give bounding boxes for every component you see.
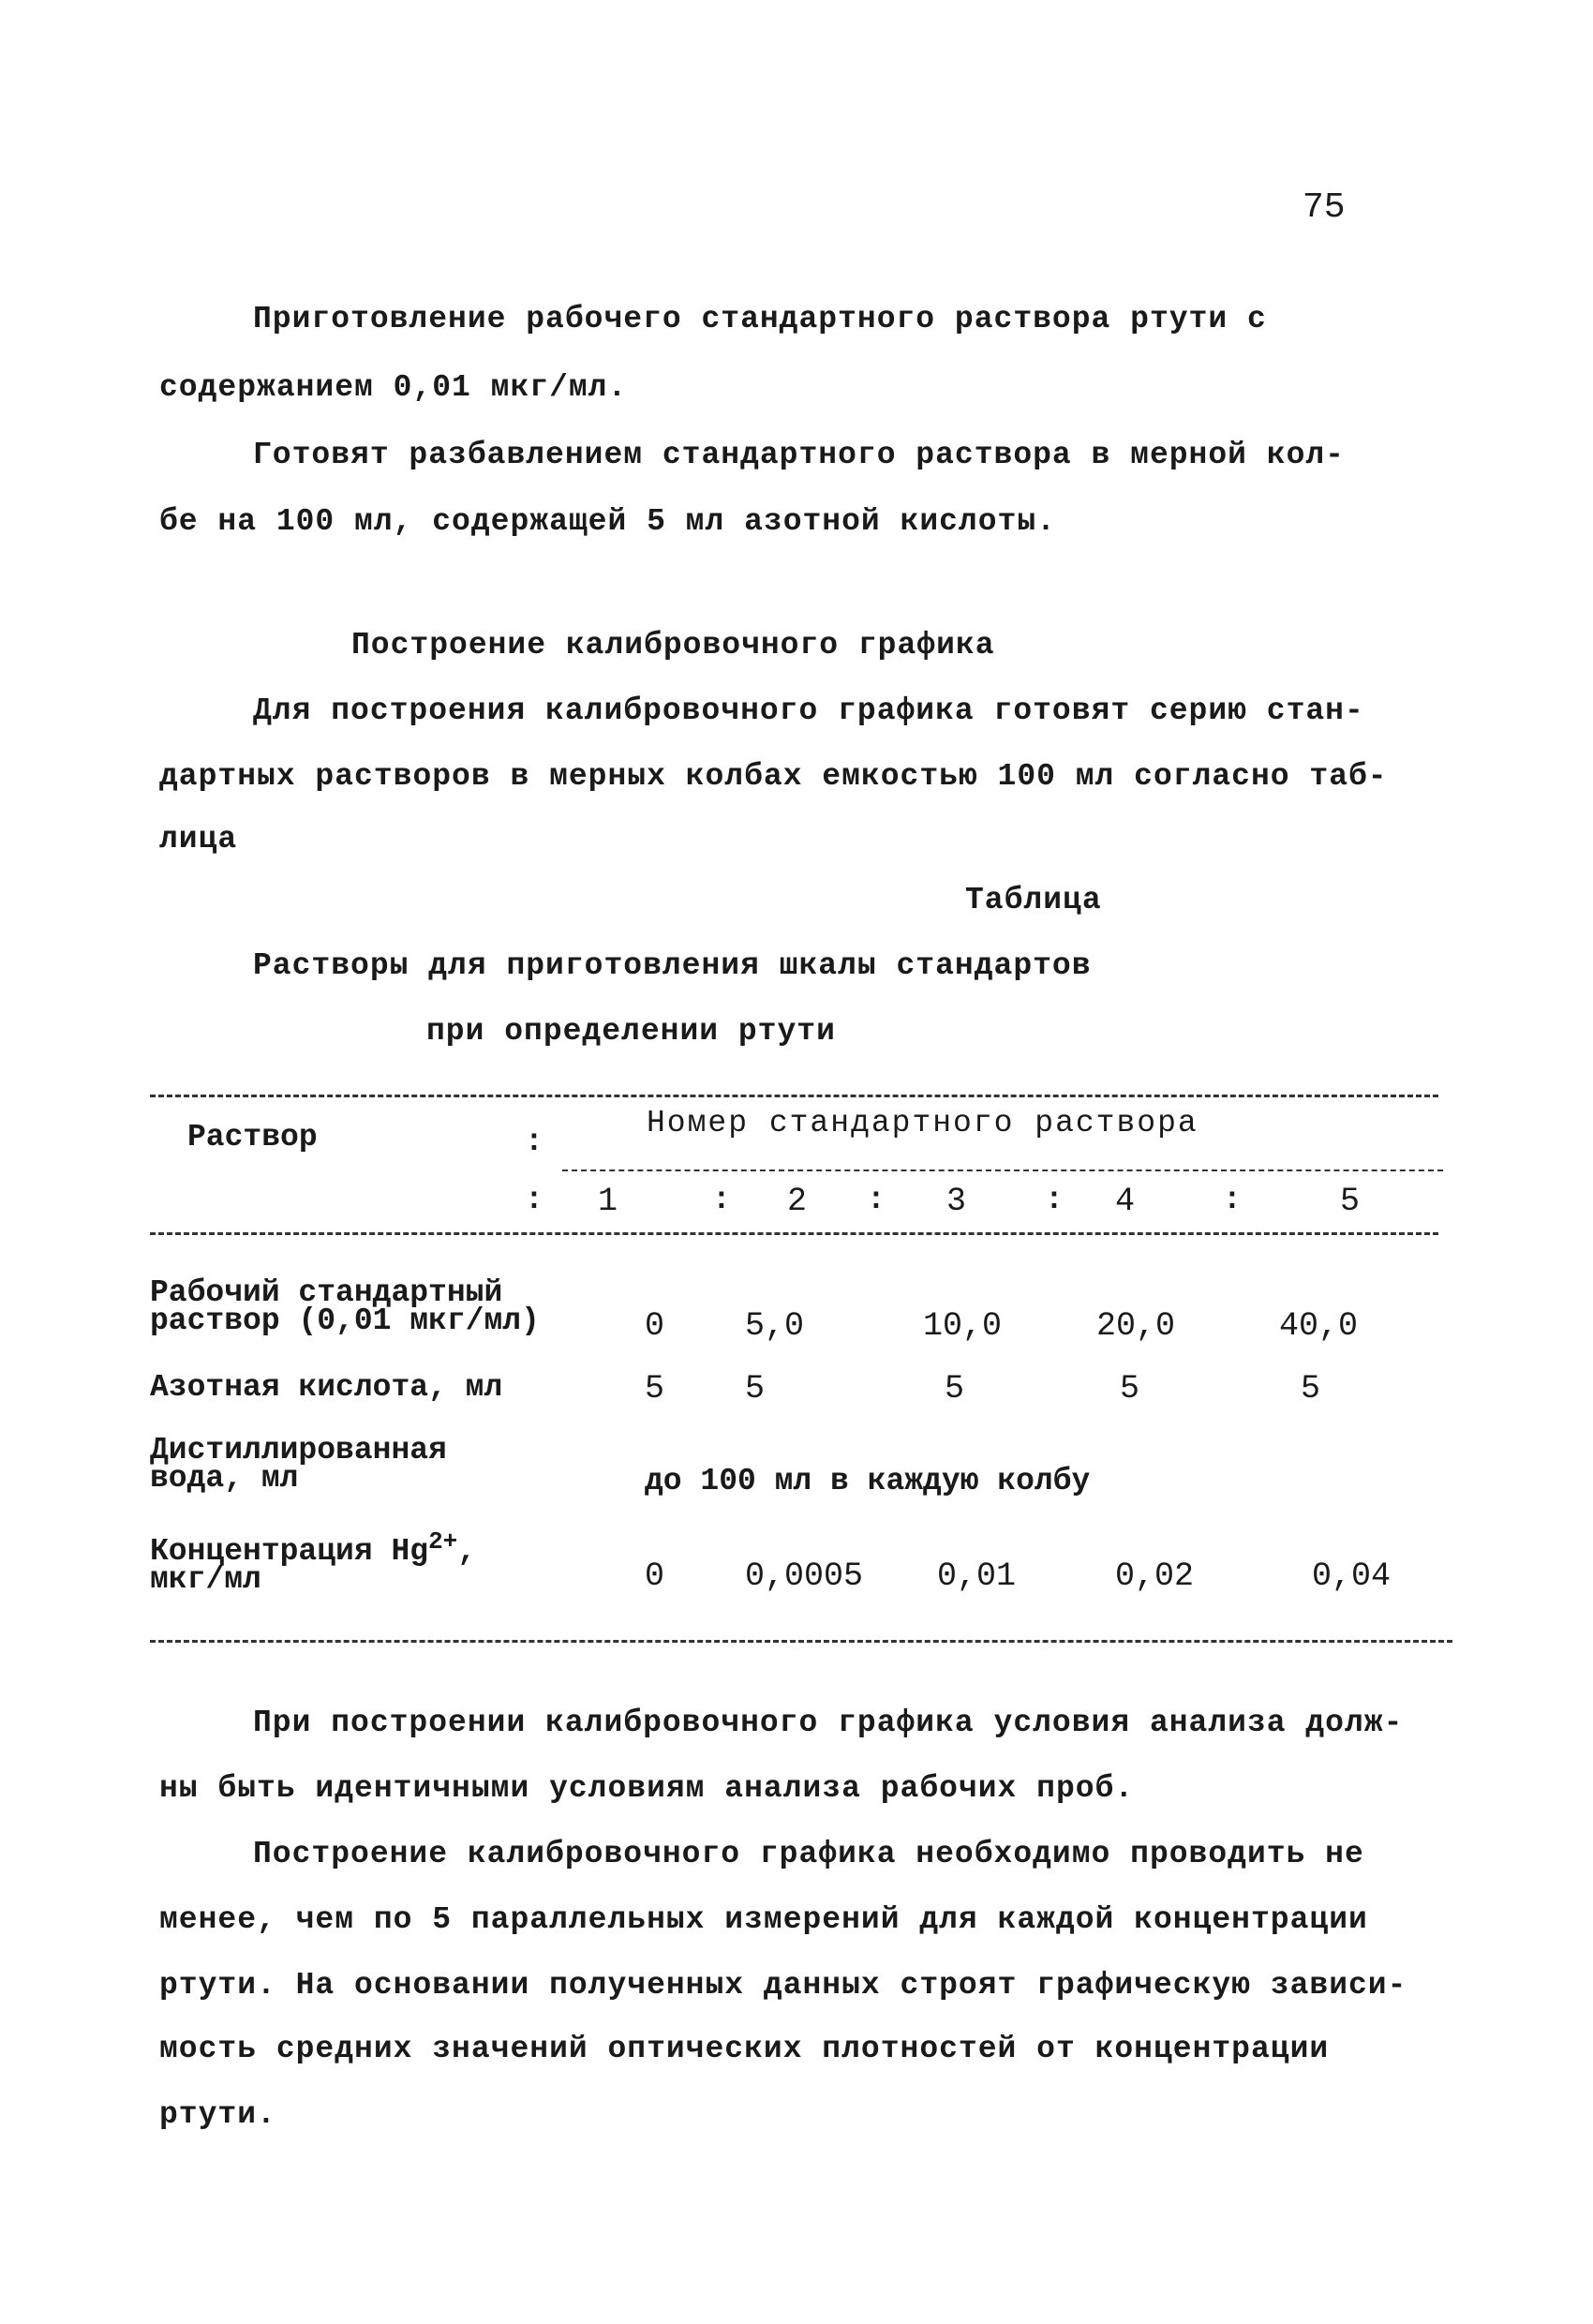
section2-para-line1: Для построения калибровочного графика готовят серию стан- bbox=[253, 693, 1364, 728]
section3-p1-line1: При построении калибровочного графика условия анализа долж- bbox=[253, 1706, 1404, 1740]
section1-para-line2: бе на 100 мл, содержащей 5 мл азотной кислоты. bbox=[159, 504, 1056, 539]
row4-label-line1 bbox=[150, 1527, 477, 1569]
row3-span-text: до 100 мл в каждую колбу bbox=[645, 1464, 1091, 1498]
row1-value-1: 0 bbox=[645, 1307, 665, 1345]
col-separator: : bbox=[1223, 1183, 1242, 1217]
col-number-3: 3 bbox=[946, 1183, 967, 1220]
row1-value-4: 20,0 bbox=[1096, 1307, 1176, 1345]
row4-value-5: 0,04 bbox=[1312, 1557, 1392, 1595]
row3-label-line1: Дистиллированная bbox=[150, 1433, 447, 1467]
section3-p2-line4: мость средних значений оптических плотностей от концентрации bbox=[159, 2032, 1330, 2066]
group-header: Номер стандартного раствора bbox=[647, 1106, 1198, 1140]
section3-p2-line3: ртути. На основании полученных данных строят графическую зависи- bbox=[159, 1968, 1407, 2003]
col-number-4: 4 bbox=[1115, 1183, 1136, 1220]
section1-heading-line1: Приготовление рабочего стандартного раствора ртути с bbox=[253, 302, 1267, 336]
row1-value-3: 10,0 bbox=[923, 1307, 1003, 1345]
section2-para-line2: дартных растворов в мерных колбах емкостью 100 мл согласно таб- bbox=[159, 759, 1388, 794]
row1-label-line1: Рабочий стандартный bbox=[150, 1275, 503, 1310]
section2-para-line3: лица bbox=[159, 822, 238, 857]
col-number-2: 2 bbox=[787, 1183, 808, 1220]
col-number-1: 1 bbox=[598, 1183, 618, 1220]
row4-label-line2: мкг/мл bbox=[150, 1562, 261, 1597]
row2-value-3: 5 bbox=[945, 1370, 965, 1408]
table-top-rule bbox=[150, 1095, 1438, 1097]
page-number: 75 bbox=[1303, 187, 1346, 228]
row2-value-1: 5 bbox=[645, 1370, 665, 1408]
table-row-label bbox=[150, 1527, 477, 1597]
row4-label-sup: 2+ bbox=[428, 1527, 458, 1556]
section2-title: Построение калибровочного графика bbox=[351, 628, 995, 663]
col-separator: : bbox=[712, 1183, 731, 1217]
col-separator: : bbox=[525, 1183, 543, 1217]
table-label: Таблица bbox=[965, 883, 1102, 917]
row2-label: Азотная кислота, мл bbox=[150, 1370, 503, 1405]
row2-value-2: 5 bbox=[745, 1370, 766, 1408]
row2-value-4: 5 bbox=[1120, 1370, 1140, 1408]
section1-heading-line2: содержанием 0,01 мкг/мл. bbox=[159, 370, 628, 405]
col-number-5: 5 bbox=[1340, 1183, 1361, 1220]
table-bottom-rule bbox=[150, 1640, 1452, 1643]
col-separator: : bbox=[1045, 1183, 1064, 1217]
table-caption-line1: Растворы для приготовления шкалы стандартов bbox=[253, 948, 1092, 983]
table-caption-line2: при определении ртути bbox=[426, 1014, 836, 1049]
row4-label-end: , bbox=[457, 1534, 477, 1569]
row4-value-4: 0,02 bbox=[1115, 1557, 1195, 1595]
row1-value-2: 5,0 bbox=[745, 1307, 805, 1345]
section3-p2-line1: Построение калибровочного графика необходимо проводить не bbox=[253, 1837, 1364, 1871]
section3-p1-line2: ны быть идентичными условиям анализа рабочих проб. bbox=[159, 1771, 1135, 1806]
row4-value-3: 0,01 bbox=[937, 1557, 1017, 1595]
col-header-raствор: Раствор bbox=[187, 1120, 318, 1155]
section1-para-line1: Готовят разбавлением стандартного раствора в мерной кол- bbox=[253, 438, 1345, 472]
row3-label-line2: вода, мл bbox=[150, 1461, 299, 1496]
row4-label-text: Концентрация Hg bbox=[150, 1534, 429, 1569]
row1-value-5: 40,0 bbox=[1279, 1307, 1359, 1345]
row4-value-1: 0 bbox=[645, 1557, 665, 1595]
section3-p2-line2: менее, чем по 5 параллельных измерений для каждой концентрации bbox=[159, 1902, 1368, 1937]
row2-value-5: 5 bbox=[1301, 1370, 1321, 1408]
section3-p2-line5: ртути. bbox=[159, 2097, 276, 2132]
row4-value-2: 0,0005 bbox=[745, 1557, 864, 1595]
table-row-label bbox=[150, 1433, 447, 1496]
table-header-rule bbox=[150, 1232, 1438, 1235]
row1-label-line2: раствор (0,01 мкг/мл) bbox=[150, 1304, 540, 1338]
col-separator: : bbox=[867, 1183, 886, 1217]
col-separator: : bbox=[525, 1125, 543, 1159]
table-row-label bbox=[150, 1275, 540, 1338]
group-header-rule bbox=[562, 1169, 1443, 1171]
